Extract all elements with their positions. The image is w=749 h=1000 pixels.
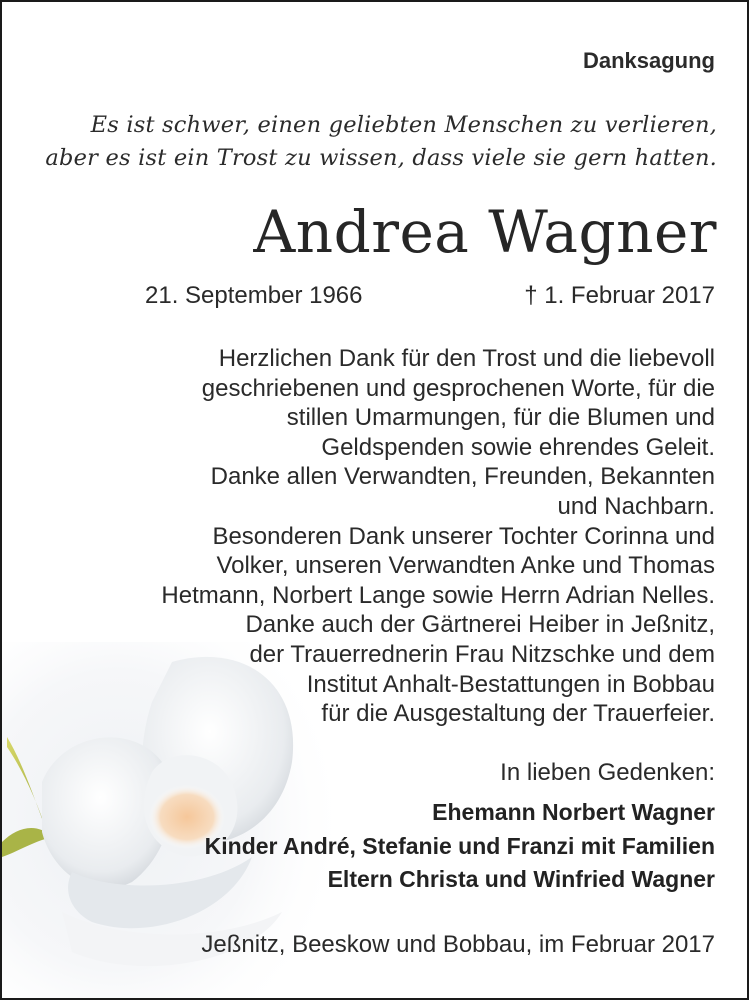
deceased-name: Andrea Wagner bbox=[253, 198, 717, 266]
body-line: und Nachbarn. bbox=[557, 493, 715, 520]
body-line: Danke auch der Gärtnerei Heiber in Jeßnitz, bbox=[245, 611, 715, 638]
body-line: für die Ausgestaltung der Trauerfeier. bbox=[321, 700, 715, 727]
body-line: stillen Umarmungen, für die Blumen und bbox=[286, 404, 715, 431]
body-line: der Trauerrednerin Frau Nitzschke und dem bbox=[249, 641, 715, 668]
family-line: Eltern Christa und Winfried Wagner bbox=[327, 866, 715, 892]
heading-danksagung: Danksagung bbox=[582, 48, 715, 73]
sign-off: In lieben Gedenken: bbox=[500, 759, 715, 786]
family-line: Ehemann Norbert Wagner bbox=[432, 799, 715, 825]
birth-date: 21. September 1966 bbox=[145, 282, 363, 309]
body-line: Geldspenden sowie ehrendes Geleit. bbox=[321, 434, 715, 461]
body-line: Hetmann, Norbert Lange sowie Herrn Adrian Nelles. bbox=[161, 582, 715, 609]
quote-line-1: Es ist schwer, einen geliebten Menschen zu verlieren, bbox=[90, 112, 717, 138]
quote-line-2: aber es ist ein Trost zu wissen, dass viele sie gern hatten. bbox=[45, 145, 717, 171]
body-line: Volker, unseren Verwandten Anke und Thomas bbox=[216, 552, 715, 579]
family-line: Kinder André, Stefanie und Franzi mit Familien bbox=[204, 832, 715, 859]
footer-place-date: Jeßnitz, Beeskow und Bobbau, im Februar 2017 bbox=[201, 931, 715, 958]
body-line: Besonderen Dank unserer Tochter Corinna und bbox=[212, 523, 715, 550]
body-line: Institut Anhalt-Bestattungen in Bobbau bbox=[306, 671, 715, 698]
body-line: Danke allen Verwandten, Freunden, Bekannten bbox=[210, 463, 715, 490]
death-date: † 1. Februar 2017 bbox=[524, 282, 715, 309]
body-line: Herzlichen Dank für den Trost und die liebevoll bbox=[218, 345, 715, 372]
family-list bbox=[205, 796, 715, 897]
body-line: geschriebenen und gesprochenen Worte, für die bbox=[201, 375, 715, 402]
